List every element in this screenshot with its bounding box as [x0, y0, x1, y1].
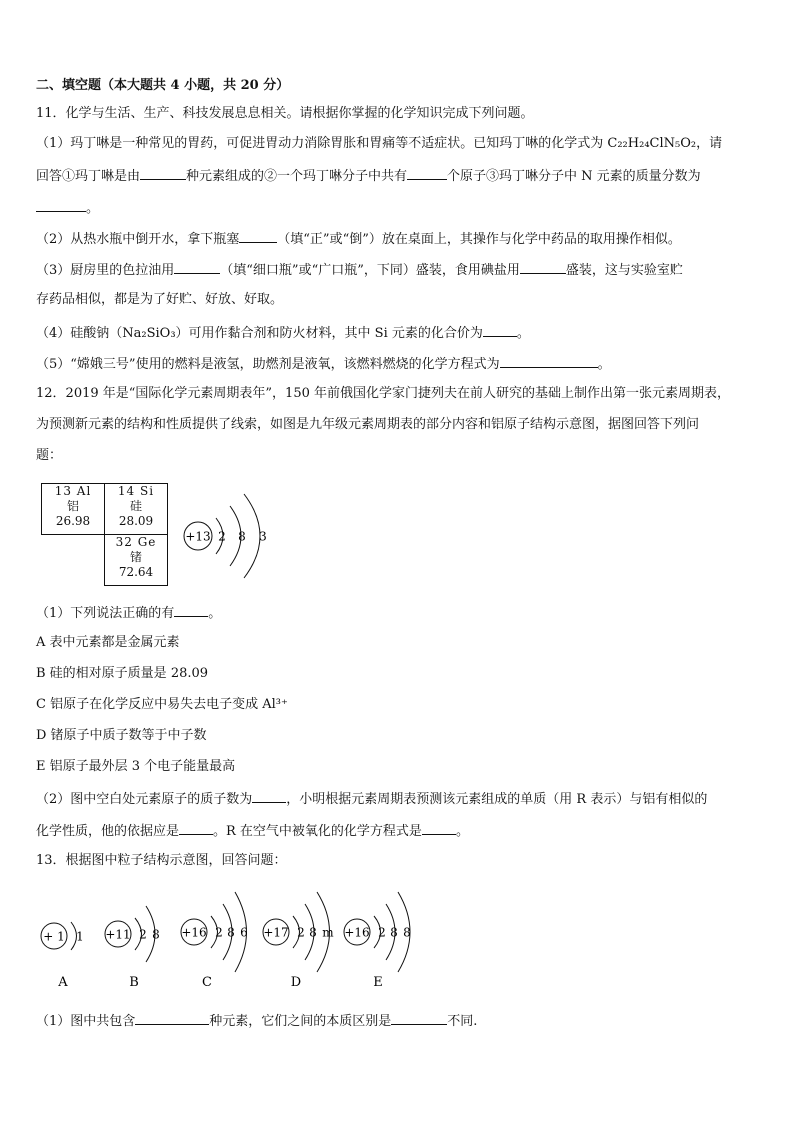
punct: 。 [86, 201, 100, 216]
q11-part3-line1 [36, 259, 683, 281]
q12-part1 [36, 602, 221, 624]
answer-blank-essential-difference[interactable] [391, 1010, 447, 1025]
q11-part1-text2: 种元素组成的②一个玛丁啉分子中共有 [186, 169, 408, 184]
periodic-cell-al [41, 483, 105, 535]
shell-electrons: 1 [76, 929, 84, 944]
q11-part1-text3: 个原子③玛丁啉分子中 N 元素的质量分数为 [447, 169, 701, 184]
shell-electrons: 3 [259, 529, 267, 544]
answer-blank-si-valence[interactable] [483, 322, 517, 337]
q11-part5 [36, 353, 611, 375]
particle-label: A [58, 975, 68, 990]
q12-part2-text1: （2）图中空白处元素原子的质子数为 [36, 792, 253, 807]
particle-b [105, 906, 160, 990]
q12-part2-text2: ，小明根据元素周期表预测该元素组成的单质（用 R 表示）与铝有相似的 [286, 792, 708, 807]
q13-stem: 13．根据图中粒子结构示意图，回答问题： [36, 853, 287, 868]
q12-stem-line2: 为预测新元素的结构和性质提供了线索，如图是九年级元素周期表的部分内容和铝原子结构示意图，据图回答下列问 [36, 417, 700, 432]
particle-d [263, 892, 334, 990]
periodic-cell-ge [104, 534, 168, 586]
q11-part5-text: （5）“嫦娥三号”使用的燃料是液氢，助燃剂是液氧，该燃料燃烧的化学方程式为 [36, 357, 500, 372]
answer-blank-element-count[interactable] [140, 165, 186, 180]
q11-part1-text1: 回答①玛丁啉是由 [36, 169, 141, 184]
shell-electrons: 8 [390, 925, 398, 940]
answer-blank-atom-count[interactable] [407, 165, 447, 180]
option-a: A 表中元素都是金属元素 [36, 635, 180, 650]
q11-stem: 11．化学与生活、生产、科技发展息息相关。请根据你掌握的化学知识完成下列问题。 [36, 106, 534, 121]
nucleus-charge: +17 [263, 925, 289, 940]
shell-electrons: m [322, 925, 334, 940]
cell-number-symbol: 32 Ge [115, 535, 157, 549]
cell-mass: 72.64 [118, 565, 154, 579]
nucleus-charge: +16 [344, 925, 370, 940]
shell-electrons: 8 [152, 927, 160, 942]
answer-blank-n-fraction[interactable] [36, 197, 86, 212]
particle-label: E [373, 975, 383, 990]
q11-part3-line2: 存药品相似，都是为了好贮、好放、好取。 [36, 292, 284, 307]
section-title: 二、填空题（本大题共 4 小题，共 20 分） [36, 78, 290, 93]
option-d: D 锗原子中质子数等于中子数 [36, 728, 207, 743]
q11-part2-text2: （填“正”或“倒”）放在桌面上，其操作与化学中药品的取用操作相似。 [277, 232, 681, 247]
cell-name: 铝 [66, 499, 79, 513]
option-b: B 硅的相对原子质量是 28.09 [36, 666, 209, 681]
shell-electrons: 2 [297, 925, 305, 940]
answer-blank-element-kinds[interactable] [135, 1010, 209, 1025]
punct: 。 [597, 357, 611, 372]
particle-label: D [290, 975, 302, 990]
shell-electrons: 2 [215, 925, 223, 940]
q11-part1-line2 [36, 165, 701, 187]
shell-electrons: 2 [218, 529, 226, 544]
periodic-cell-si [104, 483, 168, 535]
cell-mass: 28.09 [118, 514, 154, 528]
q11-part2 [36, 228, 681, 250]
answer-blank-proton-count[interactable] [252, 788, 286, 803]
q11-part4-text: （4）硅酸钠（Na₂SiO₃）可用作黏合剂和防火材料，其中 Si 元素的化合价为 [36, 326, 483, 341]
q12-stem-line3: 题： [36, 448, 63, 463]
q11-part4 [36, 322, 530, 344]
answer-blank-oil-bottle[interactable] [174, 259, 220, 274]
q11-part3-text1: （3）厨房里的色拉油用 [36, 263, 175, 278]
q12-part2-text3: 化学性质，他的依据应是 [36, 824, 180, 839]
shell-electrons: 2 [378, 925, 386, 940]
answer-blank-basis[interactable] [179, 820, 213, 835]
shell-electrons: 8 [227, 925, 235, 940]
punct: 。 [516, 326, 530, 341]
q11-part2-text1: （2）从热水瓶中倒开水，拿下瓶塞 [36, 232, 240, 247]
particle-label: C [202, 975, 212, 990]
nucleus-charge: +13 [185, 529, 211, 544]
aluminum-atom-diagram [180, 484, 280, 588]
punct: 。 [455, 824, 469, 839]
option-c: C 铝原子在化学反应中易失去电子变成 Al³⁺ [36, 697, 288, 712]
particle-label: B [129, 975, 139, 990]
nucleus-charge: +16 [181, 925, 207, 940]
punct: 。 [208, 606, 222, 621]
shell-electrons: 8 [238, 529, 246, 544]
shell-electrons: 8 [309, 925, 317, 940]
q11-part3-text2: （填“细口瓶”或“广口瓶”，下同）盛装，食用碘盐用 [220, 263, 520, 278]
q12-part2-line1 [36, 788, 707, 810]
nucleus-charge: +11 [105, 927, 131, 942]
electron-shell-arc [244, 494, 260, 578]
cell-mass: 26.98 [55, 514, 91, 528]
q13-part1-text2: 种元素，它们之间的本质区别是 [209, 1014, 392, 1029]
particle-e [344, 892, 411, 990]
q11-part1-line3 [36, 197, 99, 219]
answer-blank-salt-bottle[interactable] [520, 259, 566, 274]
shell-electrons: 6 [240, 925, 248, 940]
q12-stem-line1: 12．2019 年是“国际化学元素周期表年”，150 年前俄国化学家门捷列夫在前人研究的基础上制作出第一张元素周期表， [36, 386, 730, 401]
answer-blank-correct-options[interactable] [174, 602, 208, 617]
q13-part1-text1: （1）图中共包含 [36, 1014, 136, 1029]
q12-part2-line2 [36, 820, 469, 842]
q12-part2-text4: 。R 在空气中被氧化的化学方程式是 [213, 824, 422, 839]
cell-name: 硅 [129, 499, 142, 513]
particle-a [41, 922, 84, 990]
q11-part1-line1: （1）玛丁啉是一种常见的胃药，可促进胃动力消除胃胀和胃痛等不适症状。已知玛丁啉的化学式为 C₂₂H₂₄ClN₅O₂，请 [36, 136, 723, 151]
nucleus-charge: + 1 [43, 929, 65, 944]
answer-blank-oxidation-equation[interactable] [422, 820, 456, 835]
cell-number-symbol: 14 Si [117, 484, 155, 498]
q13-part1 [36, 1010, 477, 1032]
option-e: E 铝原子最外层 3 个电子能量最高 [36, 759, 236, 774]
cell-number-symbol: 13 Al [54, 484, 92, 498]
particle-c [181, 892, 248, 990]
shell-electrons: 2 [139, 927, 147, 942]
q13-part1-text3: 不同. [447, 1014, 478, 1029]
shell-electrons: 8 [403, 925, 411, 940]
answer-blank-equation[interactable] [500, 353, 598, 368]
particle-structure-diagrams [30, 884, 430, 992]
answer-blank-stopper[interactable] [239, 228, 277, 243]
cell-name: 锗 [129, 550, 142, 564]
q11-part3-text3: 盛装，这与实验室贮 [565, 263, 683, 278]
q12-part1-text: （1）下列说法正确的有 [36, 606, 175, 621]
